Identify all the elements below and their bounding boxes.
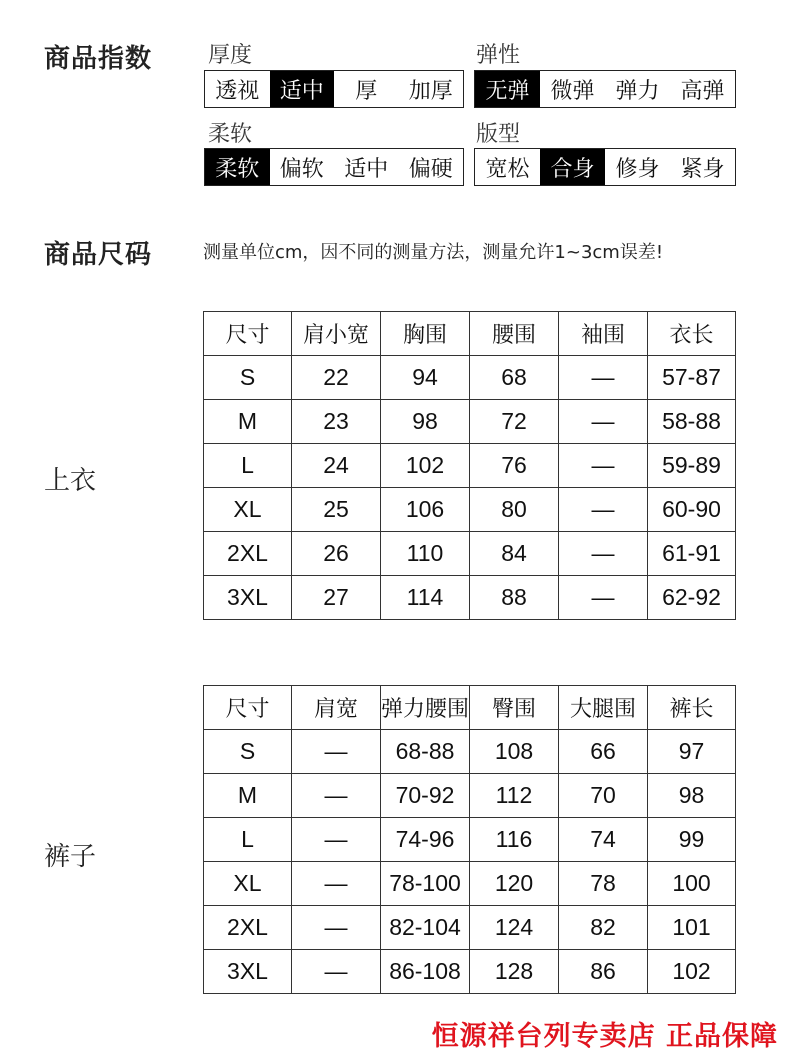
table-cell: M [204, 774, 292, 818]
table-cell: 76 [470, 444, 559, 488]
table-row [204, 818, 736, 862]
elasticity-option-selected: 无弹 [475, 71, 540, 107]
elasticity-option: 微弹 [550, 78, 595, 104]
thickness-options [204, 70, 464, 108]
table-header-row [204, 312, 736, 356]
header-cell: 肩宽 [292, 686, 381, 730]
table-cell: — [292, 862, 381, 906]
table-cell: — [559, 576, 648, 620]
elasticity-options [474, 70, 736, 108]
table-cell: 66 [559, 730, 648, 774]
table-cell: — [559, 356, 648, 400]
header-cell: 尺寸 [204, 686, 292, 730]
table-row [204, 444, 736, 488]
table-cell: 97 [648, 730, 736, 774]
table-cell: 108 [470, 730, 559, 774]
elasticity-option: 弹力 [615, 78, 660, 104]
softness-option: 偏硬 [408, 156, 453, 182]
table-header-row [204, 686, 736, 730]
table-row [204, 862, 736, 906]
table-cell: 58-88 [648, 400, 736, 444]
header-cell: 腰围 [470, 312, 559, 356]
table-row [204, 774, 736, 818]
measure-note: 测量单位cm，因不同的测量方法，测量允许1~3cm误差! [203, 242, 664, 263]
table-cell: 61-91 [648, 532, 736, 576]
pants-size-table [203, 685, 736, 994]
fit-option: 紧身 [680, 156, 725, 182]
fit-options [474, 148, 736, 186]
tops-label: 上衣 [44, 466, 97, 496]
table-cell: — [559, 532, 648, 576]
table-cell: — [559, 400, 648, 444]
tops-size-table [203, 311, 736, 620]
table-cell: 80 [470, 488, 559, 532]
table-cell: 23 [292, 400, 381, 444]
softness-options [204, 148, 464, 186]
table-cell: S [204, 730, 292, 774]
table-cell: 116 [470, 818, 559, 862]
header-cell: 尺寸 [204, 312, 292, 356]
header-cell: 裤长 [648, 686, 736, 730]
table-cell: 59-89 [648, 444, 736, 488]
table-cell: 68 [470, 356, 559, 400]
table-cell: 106 [381, 488, 470, 532]
table-cell: 24 [292, 444, 381, 488]
table-row [204, 730, 736, 774]
brand-slogan: 恒源祥台列专卖店 正品保障 [431, 1021, 778, 1052]
table-cell: 82 [559, 906, 648, 950]
table-cell: 74 [559, 818, 648, 862]
table-cell: 78-100 [381, 862, 470, 906]
header-cell: 臀围 [470, 686, 559, 730]
table-cell: 124 [470, 906, 559, 950]
table-cell: XL [204, 862, 292, 906]
thickness-label: 厚度 [208, 43, 253, 68]
table-cell: — [559, 488, 648, 532]
table-row [204, 532, 736, 576]
table-cell: 99 [648, 818, 736, 862]
table-row [204, 400, 736, 444]
thickness-option-selected: 适中 [270, 71, 335, 107]
fit-label: 版型 [476, 122, 521, 147]
table-cell: L [204, 818, 292, 862]
table-cell: XL [204, 488, 292, 532]
pants-label: 裤子 [44, 842, 97, 872]
table-cell: 70-92 [381, 774, 470, 818]
softness-option: 适中 [344, 156, 389, 182]
table-cell: 94 [381, 356, 470, 400]
table-cell: 110 [381, 532, 470, 576]
table-cell: 2XL [204, 906, 292, 950]
table-cell: 2XL [204, 532, 292, 576]
table-cell: 60-90 [648, 488, 736, 532]
thickness-option: 厚 [355, 78, 378, 104]
size-title: 商品尺码 [44, 240, 153, 270]
table-cell: 22 [292, 356, 381, 400]
table-cell: 3XL [204, 950, 292, 994]
table-cell: 114 [381, 576, 470, 620]
table-cell: 26 [292, 532, 381, 576]
table-cell: 27 [292, 576, 381, 620]
table-cell: — [559, 444, 648, 488]
fit-option: 修身 [615, 156, 660, 182]
table-cell: 86 [559, 950, 648, 994]
table-cell: L [204, 444, 292, 488]
fit-option-selected: 合身 [540, 149, 605, 185]
softness-label: 柔软 [208, 122, 253, 147]
table-cell: 74-96 [381, 818, 470, 862]
header-cell: 袖围 [559, 312, 648, 356]
header-cell: 胸围 [381, 312, 470, 356]
header-cell: 大腿围 [559, 686, 648, 730]
table-cell: 98 [648, 774, 736, 818]
table-cell: 98 [381, 400, 470, 444]
index-title: 商品指数 [44, 44, 153, 74]
table-cell: 102 [381, 444, 470, 488]
table-row [204, 356, 736, 400]
table-cell: 57-87 [648, 356, 736, 400]
table-cell: 86-108 [381, 950, 470, 994]
table-cell: 112 [470, 774, 559, 818]
table-row [204, 950, 736, 994]
table-cell: — [292, 950, 381, 994]
table-cell: 128 [470, 950, 559, 994]
table-cell: — [292, 774, 381, 818]
elasticity-label: 弹性 [476, 43, 521, 68]
table-cell: 84 [470, 532, 559, 576]
header-cell: 肩小宽 [292, 312, 381, 356]
table-cell: 70 [559, 774, 648, 818]
table-cell: 72 [470, 400, 559, 444]
table-cell: M [204, 400, 292, 444]
softness-option: 偏软 [279, 156, 324, 182]
table-row [204, 488, 736, 532]
table-cell: 82-104 [381, 906, 470, 950]
table-cell: 120 [470, 862, 559, 906]
header-cell: 弹力腰围 [381, 686, 470, 730]
thickness-option: 加厚 [408, 78, 453, 104]
table-cell: 68-88 [381, 730, 470, 774]
table-cell: S [204, 356, 292, 400]
table-cell: — [292, 730, 381, 774]
table-cell: 100 [648, 862, 736, 906]
table-cell: 78 [559, 862, 648, 906]
header-cell: 衣长 [648, 312, 736, 356]
thickness-option: 透视 [215, 78, 260, 104]
table-cell: 102 [648, 950, 736, 994]
softness-option-selected: 柔软 [205, 149, 270, 185]
table-cell: — [292, 818, 381, 862]
table-cell: 62-92 [648, 576, 736, 620]
table-cell: 25 [292, 488, 381, 532]
table-cell: 101 [648, 906, 736, 950]
table-row [204, 906, 736, 950]
fit-option: 宽松 [485, 156, 530, 182]
table-cell: 3XL [204, 576, 292, 620]
table-row [204, 576, 736, 620]
elasticity-option: 高弹 [680, 78, 725, 104]
table-cell: 88 [470, 576, 559, 620]
table-cell: — [292, 906, 381, 950]
